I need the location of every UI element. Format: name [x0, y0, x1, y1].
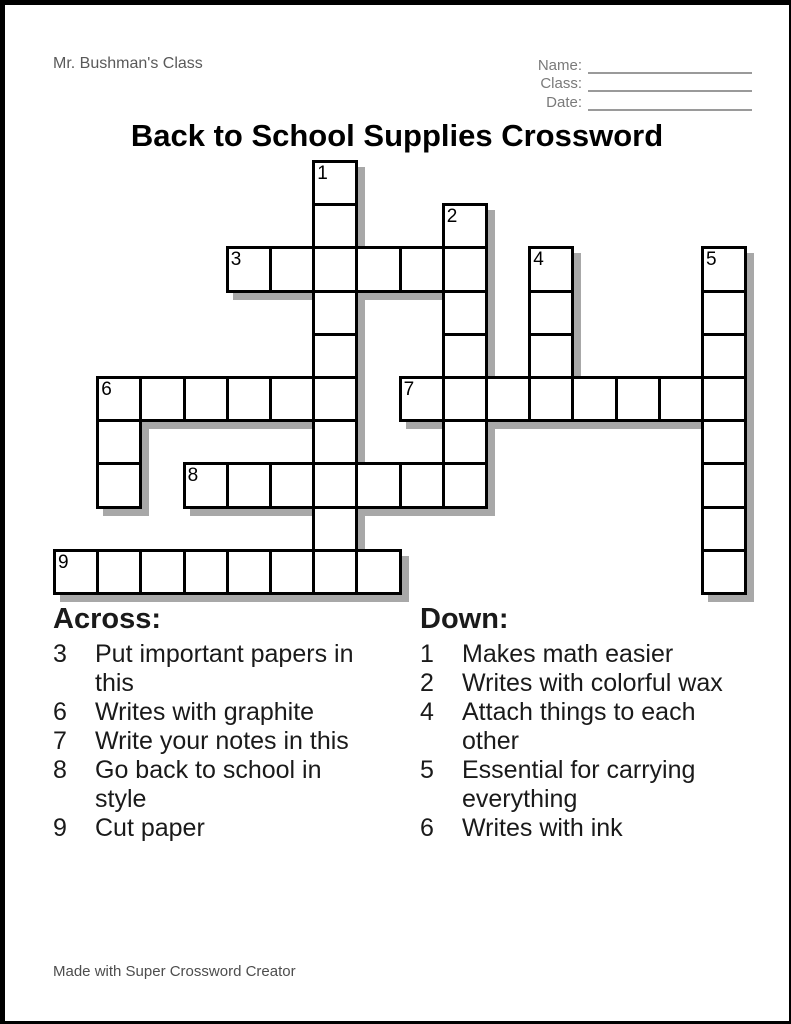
grid-cell: [312, 419, 358, 465]
clue-item-across-9: [53, 814, 405, 843]
grid-cell: [442, 376, 488, 422]
clue-text: Makes math easier: [462, 640, 674, 668]
grid-cell: [355, 462, 401, 508]
grid-cell: [571, 376, 617, 422]
grid-cell: [312, 506, 358, 552]
class-owner-label: Mr. Bushman's Class: [53, 55, 203, 72]
cell-number: 4: [533, 249, 544, 271]
clue-number: 9: [53, 814, 67, 842]
grid-cell: [701, 506, 747, 552]
grid-cell: [96, 419, 142, 465]
cell-number: 3: [230, 249, 242, 271]
grid-cell: [312, 549, 358, 595]
grid-cell: [269, 462, 315, 508]
grid-cell: [399, 462, 445, 508]
clue-text: Put important papers in this: [95, 640, 354, 697]
across-clue-list: [53, 640, 405, 843]
grid-cell: [442, 333, 488, 379]
cell-number: 5: [706, 249, 717, 271]
grid-cell: [226, 462, 272, 508]
cell-number: 6: [101, 379, 112, 400]
clue-item-down-1: [420, 640, 772, 669]
grid-cell: [701, 376, 747, 422]
grid-cell: [658, 376, 704, 422]
cell-number: 8: [187, 465, 199, 487]
clue-item-down-2: [420, 669, 772, 698]
clue-item-across-8: [53, 756, 405, 814]
grid-cell: [701, 462, 747, 508]
page-title: Back to School Supplies Crossword: [130, 118, 664, 153]
clue-number: 7: [53, 727, 67, 755]
grid-cell: [312, 333, 358, 379]
clue-text: Writes with graphite: [95, 698, 315, 726]
clue-text: Essential for carrying everything: [462, 756, 696, 813]
clue-item-across-3: [53, 640, 405, 698]
grid-cell: [442, 246, 488, 292]
crossword-grid: [5, 5, 789, 1021]
grid-cell: [183, 376, 229, 422]
grid-cell: [701, 290, 747, 336]
clue-item-down-5: [420, 756, 772, 814]
grid-cell: [226, 376, 272, 422]
grid-cell: [615, 376, 661, 422]
grid-cell: [355, 246, 401, 292]
grid-cell: [312, 462, 358, 508]
clue-text: Writes with ink: [462, 814, 623, 842]
grid-cell: [701, 419, 747, 465]
clue-number: 6: [420, 814, 434, 842]
grid-cell: [183, 549, 229, 595]
grid-cell: [701, 549, 747, 595]
clue-number: 6: [53, 698, 67, 726]
grid-cell: [442, 290, 488, 336]
cell-number: 7: [403, 379, 415, 400]
clue-number: 5: [420, 756, 434, 784]
grid-cell: [269, 549, 315, 595]
grid-cell: [269, 246, 315, 292]
grid-cell: [312, 203, 358, 249]
clue-text: Attach things to each other: [462, 698, 696, 755]
name-label: Name:: [537, 56, 582, 74]
grid-cell: [355, 549, 401, 595]
clue-number: 8: [53, 756, 67, 784]
credit-line: Made with Super Crossword Creator: [53, 963, 296, 980]
grid-cell: [528, 333, 574, 379]
clue-number: 3: [53, 640, 67, 668]
grid-cell: [399, 246, 445, 292]
down-clue-list: [420, 640, 772, 843]
grid-cell: [442, 419, 488, 465]
clue-item-across-7: [53, 727, 405, 756]
cell-number: 9: [58, 551, 69, 573]
clue-number: 2: [420, 669, 434, 697]
down-heading: Down:: [420, 603, 509, 635]
class-label: Class:: [540, 75, 582, 93]
grid-cell: [312, 376, 358, 422]
grid-cell: [528, 376, 574, 422]
grid-cell: [528, 290, 574, 336]
grid-cell: [485, 376, 531, 422]
clue-item-across-6: [53, 698, 405, 727]
grid-cell: [701, 333, 747, 379]
grid-cell: [269, 376, 315, 422]
clue-text: Go back to school in style: [95, 756, 322, 813]
grid-cell: [312, 290, 358, 336]
grid-cell: [139, 549, 185, 595]
clue-text: Writes with colorful wax: [462, 669, 723, 697]
date-label: Date:: [546, 93, 582, 111]
grid-cell: [226, 549, 272, 595]
clue-item-down-6: [420, 814, 772, 843]
clue-number: 1: [420, 640, 434, 668]
clue-item-down-4: [420, 698, 772, 756]
clue-text: Write your notes in this: [95, 727, 349, 755]
cell-number: 2: [446, 206, 458, 228]
across-heading: Across:: [53, 603, 161, 635]
cell-number: 1: [317, 163, 328, 184]
grid-cell: [96, 462, 142, 508]
clue-text: Cut paper: [95, 814, 205, 842]
grid-cell: [139, 376, 185, 422]
down-clues-section: [420, 605, 772, 843]
grid-cell: [312, 246, 358, 292]
clue-number: 4: [420, 698, 434, 726]
across-clues-section: [53, 605, 405, 843]
grid-cell: [96, 549, 142, 595]
grid-cell: [442, 462, 488, 508]
